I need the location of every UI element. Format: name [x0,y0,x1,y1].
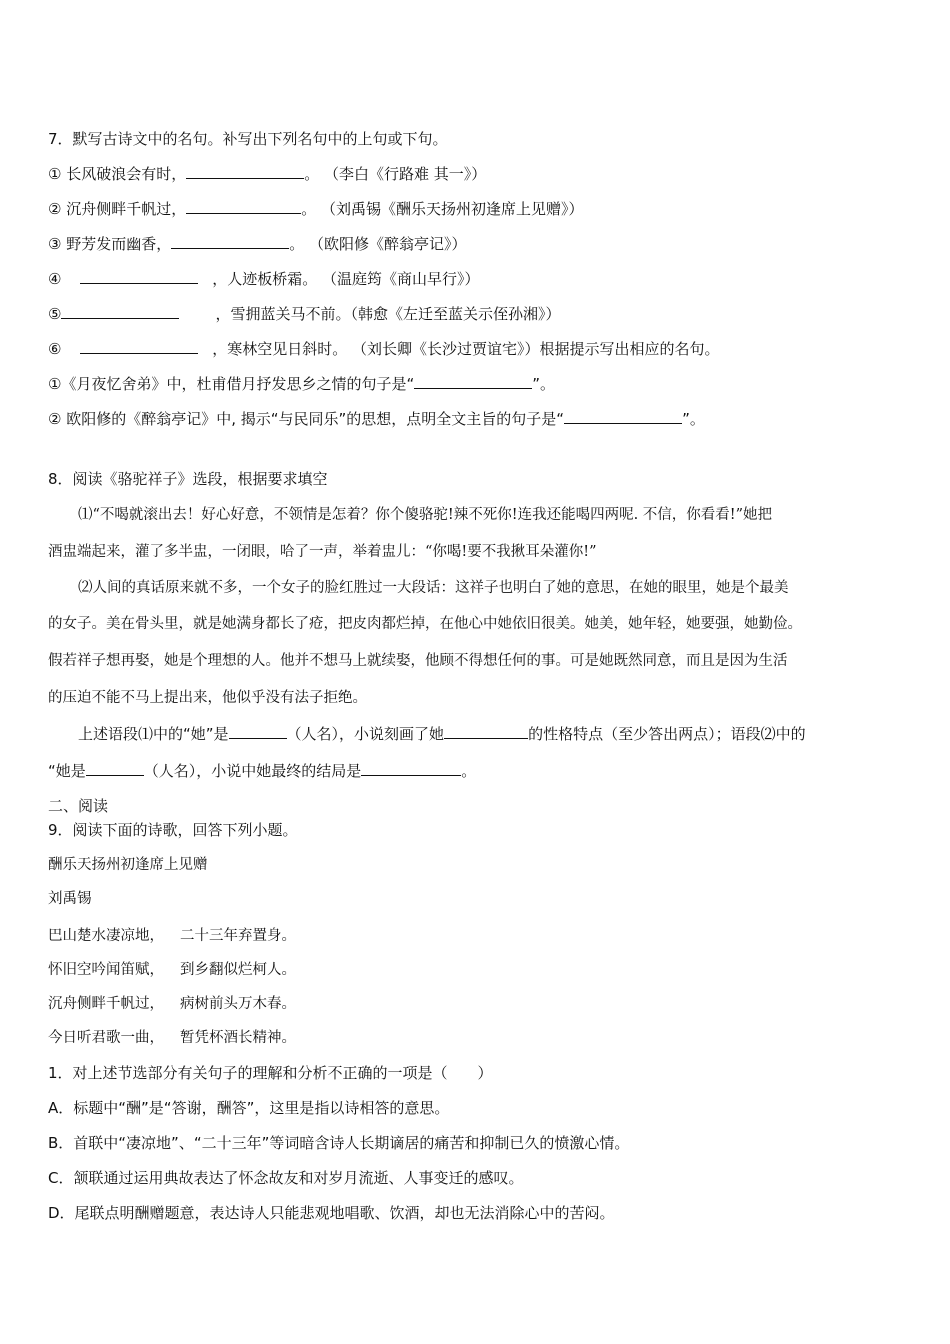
answer-blank[interactable] [444,724,528,739]
poem-line-2b: 到乡翻似烂柯人。 [180,962,296,978]
q7-item-4 [48,269,480,289]
q8-question-line1 [78,724,806,744]
answer-blank[interactable] [186,164,304,179]
answer-blank[interactable] [564,409,682,424]
poem-line-1a: 巴山楚水凄凉地， [48,928,164,944]
poem-line-1b: 二十三年弃置身。 [180,928,296,944]
q8-question-e: （人名），小说中她最终的结局是 [143,762,362,780]
q7-item-2-post: 。 （刘禹锡《酬乐天扬州初逢席上见赠》） [301,200,584,218]
answer-blank[interactable] [171,234,289,249]
answer-blank[interactable] [414,374,532,389]
answer-blank[interactable] [61,304,179,319]
q7-item-4-post: ，人迹板桥霜。 （温庭筠《商山早行》） [212,270,480,288]
q7-item-3-pre: ③ 野芳发而幽香， [48,235,172,253]
answer-blank[interactable] [361,761,461,776]
option-b[interactable]: B．首联中“凄凉地”、“二十三年”等词暗含诗人长期谪居的痛苦和抑制已久的愤激心情。 [48,1134,630,1152]
q7-item-1 [48,164,486,184]
answer-blank[interactable] [80,339,198,354]
q8-question-b: （人名），小说刻画了她 [286,725,445,743]
answer-blank[interactable] [186,199,301,214]
q7-extra-2 [48,409,705,429]
q9-title: 9．阅读下面的诗歌，回答下列小题。 [48,821,298,839]
answer-blank[interactable] [80,269,198,284]
section-title: 二、阅读 [48,797,109,815]
q8-question-line2 [48,761,476,781]
q7-extra-2-pre: ② 欧阳修的《醉翁亭记》中, 揭示“与民同乐”的思想，点明全文主旨的句子是“ [48,410,565,428]
q7-item-6-post: ，寒林空见日斜时。 （刘长卿《长沙过贾谊宅》）根据提示写出相应的名句。 [212,340,720,358]
q7-item-4-pre: ④ [48,270,67,288]
q7-item-5-post: ，雪拥蓝关马不前。（韩愈《左迁至蓝关示侄孙湘》） [215,305,561,323]
option-a[interactable]: A．标题中“酬”是“答谢，酬答”，这里是指以诗相答的意思。 [48,1099,450,1117]
option-d[interactable]: D．尾联点明酬赠题意，表达诗人只能悲观地唱歌、饮酒，却也无法消除心中的苦闷。 [48,1204,615,1222]
q7-item-3-post: 。 （欧阳修《醉翁亭记》） [289,235,467,253]
q7-extra-2-post: ”。 [682,410,705,428]
q8-p2-line4: 的压迫不能不马上提出来，他似乎没有法子拒绝。 [48,690,367,706]
q7-item-5 [48,304,560,324]
q7-extra-1-post: ”。 [532,375,556,393]
q8-question-c: 的性格特点（至少答出两点）；语段⑵中的 [528,725,806,743]
poem-line-4a: 今日听君歌一曲， [48,1030,164,1046]
q8-question-f: 。 [461,762,477,780]
q9-sub1: 1．对上述节选部分有关句子的理解和分析不正确的一项是（ ） [48,1064,493,1082]
poem-line-3b: 病树前头万木春。 [180,996,296,1012]
poem-author: 刘禹锡 [48,891,92,907]
q8-title: 8．阅读《骆驼祥子》选段，根据要求填空 [48,470,328,488]
q7-item-2 [48,199,584,219]
q7-item-1-post: 。 （李白《行路难 其一》） [304,165,487,183]
q7-item-3 [48,234,467,254]
q8-p2-line1: ⑵人间的真话原来就不多，一个女子的脸红胜过一大段话：这祥子也明白了她的意思，在她的眼里，她是个最美 [78,580,789,596]
answer-blank[interactable] [86,761,144,776]
poem-line-1 [48,926,296,946]
poem-line-3 [48,994,296,1014]
q7-extra-1-pre: ①《月夜忆舍弟》中，杜甫借月抒发思乡之情的句子是“ [48,375,415,393]
poem-line-3a: 沉舟侧畔千帆过， [48,996,164,1012]
option-c[interactable]: C．颔联通过运用典故表达了怀念故友和对岁月流逝、人事变迁的感叹。 [48,1169,524,1187]
q7-item-5-pre: ⑤ [48,305,62,323]
poem-title: 酬乐天扬州初逢席上见赠 [48,857,208,873]
q7-title: 7．默写古诗文中的名句。补写出下列名句中的上句或下句。 [48,130,448,148]
answer-blank[interactable] [229,724,287,739]
poem-line-2 [48,960,296,980]
poem-line-2a: 怀旧空吟闻笛赋， [48,962,164,978]
q8-p1-line1: ⑴“不喝就滚出去！好心好意，不领情是怎着？你个傻骆驼!辣不死你!连我还能喝四两呢. 不信，你看看!”她把 [78,507,773,523]
poem-line-4b: 暂凭杯酒长精神。 [180,1030,296,1046]
q8-question-d: “她是 [48,762,86,780]
q7-item-1-pre: ① 长风破浪会有时， [48,165,187,183]
q7-item-2-pre: ② 沉舟侧畔千帆过， [48,200,187,218]
q7-item-6-pre: ⑥ [48,340,67,358]
poem-line-4 [48,1028,296,1048]
q7-extra-1 [48,374,555,394]
q8-p2-line3: 假若祥子想再娶，她是个理想的人。他并不想马上就续娶，他顾不得想任何的事。可是她既然同意，而且是因为生活 [48,653,788,669]
q8-question-a: 上述语段⑴中的“她”是 [78,725,229,743]
q8-p2-line2: 的女子。美在骨头里，就是她满身都长了疮，把皮肉都烂掉，在他心中她依旧很美。她美，她年轻，她要强，她勤俭。 [48,616,802,632]
q8-p1-line2: 酒盅端起来，灌了多半盅，一闭眼，哈了一声，举着盅儿：“你喝!要不我揪耳朵灌你!” [48,544,597,560]
q7-item-6 [48,339,720,359]
